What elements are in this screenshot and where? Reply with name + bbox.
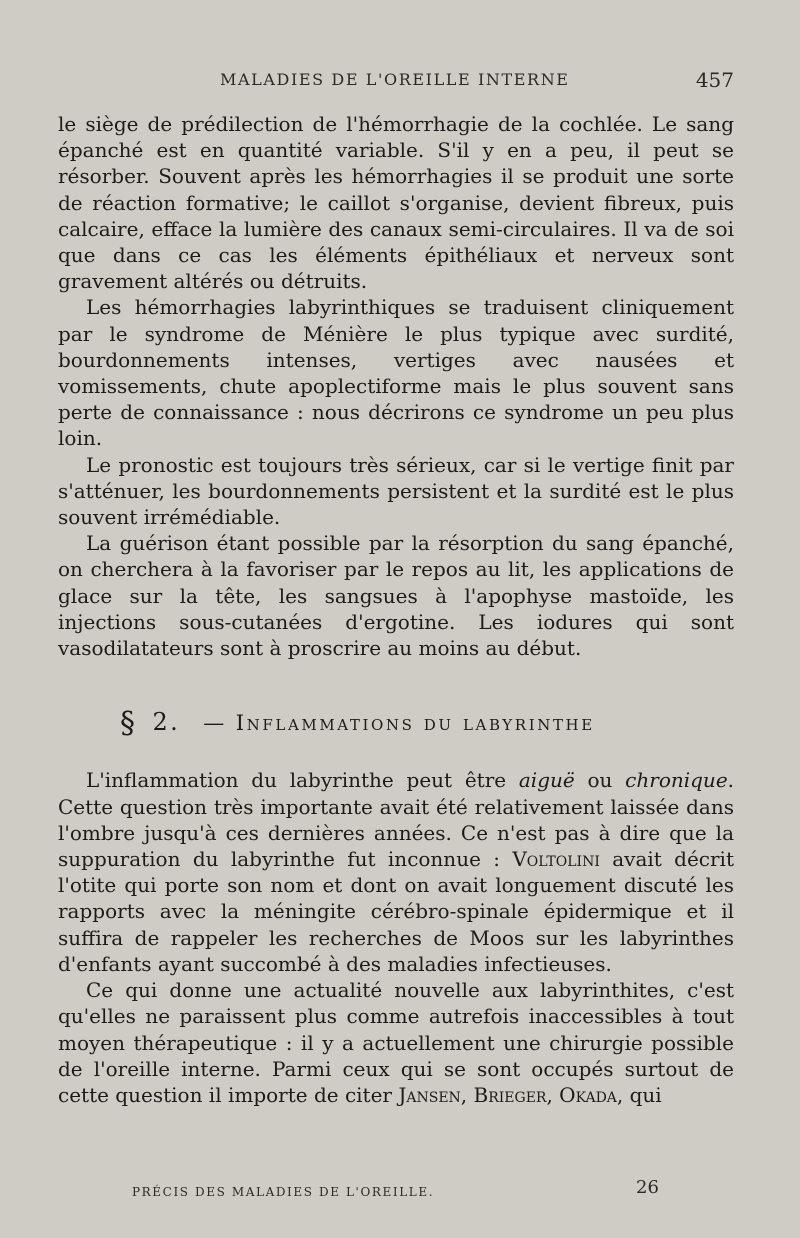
text-run: , qui xyxy=(616,1082,662,1107)
paragraph xyxy=(58,977,734,1108)
author-name: Okada xyxy=(559,1082,617,1107)
page-header xyxy=(58,70,734,94)
paragraph xyxy=(58,767,734,977)
text-run: , xyxy=(546,1082,560,1107)
sheet-number: 26 xyxy=(636,1177,659,1198)
page-number: 457 xyxy=(695,68,734,92)
running-title: MALADIES DE L'OREILLE INTERNE xyxy=(220,70,570,89)
text-run: L'inflammation du labyrinthe peut être xyxy=(86,768,519,793)
paragraph: Les hémorrhagies labyrinthiques se traduisent cliniquement par le syndrome de Ménière le plus typique avec surdité, bourdonnements intenses, vertiges avec nausées et vomissements, chute apoplectiforme mais le plus souvent sans perte de connaissance : nous décrirons ce syndrome un peu plus loin. xyxy=(58,295,734,451)
paragraph: La guérison étant possible par la résorption du sang épanché, on cherchera à la favoriser par le repos au lit, les applications de glace sur la tête, les sangsues à l'apophyse mastoïde, les injections sous-cutanées d'ergotine. Les iodures qui sont vasodilatateurs sont à proscrire au moins au début. xyxy=(58,531,734,661)
text-run: , xyxy=(460,1082,474,1107)
author-name: Brieger xyxy=(473,1082,547,1107)
section-number: 2. xyxy=(152,708,181,737)
author-name: Voltolini xyxy=(512,847,600,872)
section-title: Inflammations du labyrinthe xyxy=(235,711,595,736)
text-run: avait décrit l'otite qui porte son nom et dont on avait longuement discuté les rapports avec la méningite cérébro-spinale épidermique et il suffira de rappeler les recherches de Moos sur les labyrinthes d'enfants ayant succombé à des maladies infectieuses. xyxy=(58,847,734,976)
author-name: Jansen xyxy=(398,1082,461,1107)
section-dash: — xyxy=(203,711,227,736)
paragraph: le siège de prédilection de l'hémorrhagie de la cochlée. Le sang épanché est en quantité variable. S'il y en a peu, il peut se résorber. Souvent après les hémorrhagies il se produit une sorte de réaction formative; le caillot s'organise, devient fibreux, puis calcaire, efface la lumière des canaux semi-circulaires. Il va de soi que dans ce cas les éléments épithéliaux et nerveux sont gravement altérés ou détruits. xyxy=(58,112,734,294)
printer-signature: PRÉCIS DES MALADIES DE L'OREILLE. xyxy=(132,1185,435,1199)
body-text xyxy=(58,111,734,1108)
text-run: Ce qui donne une actualité nouvelle aux labyrinthites, c'est qu'elles ne paraissent plus comme autrefois inaccessibles à tout moyen thérapeutique : il y a actuellement une chirurgie possible de l'oreille interne. Parmi ceux qui se sont occupés surtout de cette question il importe de citer xyxy=(58,978,734,1107)
section-sign: § xyxy=(120,706,138,742)
text-run: . Cette question très importante avait été relativement laissée dans l'ombre jusqu'à ces dernières années. Ce n'est pas à dire que la suppuration du labyrinthe fut inconnue : xyxy=(58,768,735,872)
italic-term: chronique xyxy=(625,768,728,793)
paragraph: Le pronostic est toujours très sérieux, car si le vertige finit par s'atténuer, les bourdonnements persistent et la surdité est le plus souvent irrémédiable. xyxy=(58,452,734,530)
section-heading xyxy=(58,706,734,742)
page-footer xyxy=(58,1177,734,1207)
text-run: ou xyxy=(574,768,626,793)
italic-term: aiguë xyxy=(518,768,575,793)
